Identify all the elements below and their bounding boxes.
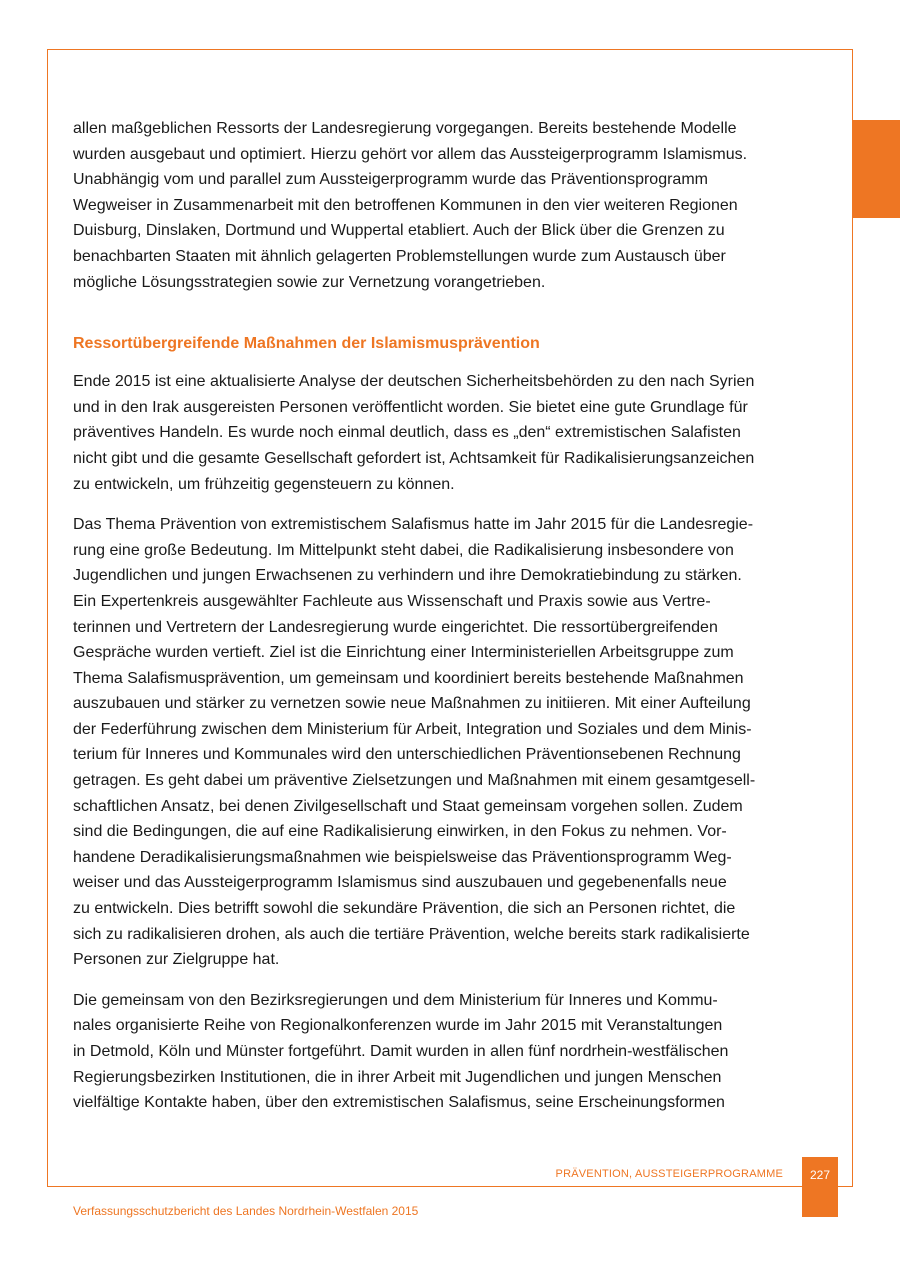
section-heading: Ressortübergreifende Maßnahmen der Islamismusprävention bbox=[73, 335, 540, 353]
body-paragraph: Die gemeinsam von den Bezirksregierungen und dem Ministerium für Inneres und Kommu- nales organisierte Reihe von Regionalkonferenzen wurde im Jahr 2015 mit Veranstaltungen in Detmold, Köln und Münster fortgeführt. Damit wurden in allen fünf nordrhein-westfälischen Regierungsbezirken Institutionen, die in ihrer Arbeit mit Jugendlichen und jungen Menschen vielfältige Kontakte haben, über den extremistischen Salafismus, seine Erscheinungsformen bbox=[73, 991, 729, 1112]
body-paragraph: allen maßgeblichen Ressorts der Landesregierung vorgegangen. Bereits bestehende Modelle wurden ausgebaut und optimiert. Hierzu gehört vor allem das Aussteigerprogramm Islamismus. Unabhängig vom und parallel zum Aussteigerprogramm wurde das Präventionsprogramm Wegweiser in Zusammenarbeit mit den betroffenen Kommunen in den vier weiteren Regionen Duisburg, Dinslaken, Dortmund und Wuppertal etabliert. Auch der Blick über die Grenzen zu benachbarten Staaten mit ähnlich gelagerten Problemstellungen wurde zum Austausch über mögliche Lösungsstrategien sowie zur Vernetzung vorangetrieben. bbox=[73, 120, 748, 291]
body-paragraph: Ende 2015 ist eine aktualisierte Analyse der deutschen Sicherheitsbehörden zu den nach Syrien und in den Irak ausgereisten Personen veröffentlicht worden. Sie bietet eine gute Grundlage für präventives Handeln. Es wurde noch einmal deutlich, dass es „den“ extremistischen Salafisten nicht gibt und die gesamte Gesellschaft gefordert ist, Achtsamkeit für Radikalisierungsanzeichen zu entwickeln, um frühzeitig gegensteuern zu können. bbox=[73, 373, 755, 493]
page-content bbox=[73, 116, 813, 1131]
publication-title: Verfassungsschutzbericht des Landes Nordrhein-Westfalen 2015 bbox=[73, 1204, 419, 1218]
running-footer-section: PRÄVENTION, AUSSTEIGERPROGRAMME bbox=[555, 1168, 783, 1180]
chapter-tab-marker bbox=[853, 120, 900, 218]
body-paragraph: Das Thema Prävention von extremistischem Salafismus hatte im Jahr 2015 für die Landesregie- rung eine große Bedeutung. Im Mittelpunkt steht dabei, die Radikalisierung insbesondere von Jugendlichen und jungen Erwachsenen zu verhindern und ihre Demokratiebindung zu stärken. Ein Expertenkreis ausgewählter Fachleute aus Wissenschaft und Praxis sowie aus Vertre- terinnen und Vertretern der Landesregierung wurde eingerichtet. Die ressortübergreifenden Gespräche wurden vertieft. Ziel ist die Einrichtung einer Interministeriellen Arbeitsgruppe zum Thema Salafismusprävention, um gemeinsam und koordiniert bereits bestehende Maßnahmen auszubauen und stärker zu vernetzen sowie neue Maßnahmen zu initiieren. Mit einer Aufteilung der Federführung zwischen dem Ministerium für Arbeit, Integration und Soziales und dem Minis- terium für Inneres und Kommunales wird den unterschiedlichen Präventionsebenen Rechnung getragen. Es geht dabei um präventive Zielsetzungen und Maßnahmen mit einem gesamtgesell- schaftlichen Ansatz, bei denen Zivilgesellschaft und Staat gemeinsam vorgehen sollen. Zudem sind die Bedingungen, die auf eine Radikalisierung einwirken, in den Fokus zu nehmen. Vor- handene Deradikalisierungsmaßnahmen wie beispielsweise das Präventionsprogramm Weg- weiser und das Aussteigerprogramm Islamismus sind auszubauen und gegebenenfalls neue zu entwickeln. Dies betrifft sowohl die sekundäre Prävention, die sich an Personen richtet, die sich zu radikalisieren drohen, als auch die tertiäre Prävention, welche bereits stark radikalisierte Personen zur Zielgruppe hat. bbox=[73, 516, 756, 969]
page-number: 227 bbox=[802, 1157, 838, 1217]
